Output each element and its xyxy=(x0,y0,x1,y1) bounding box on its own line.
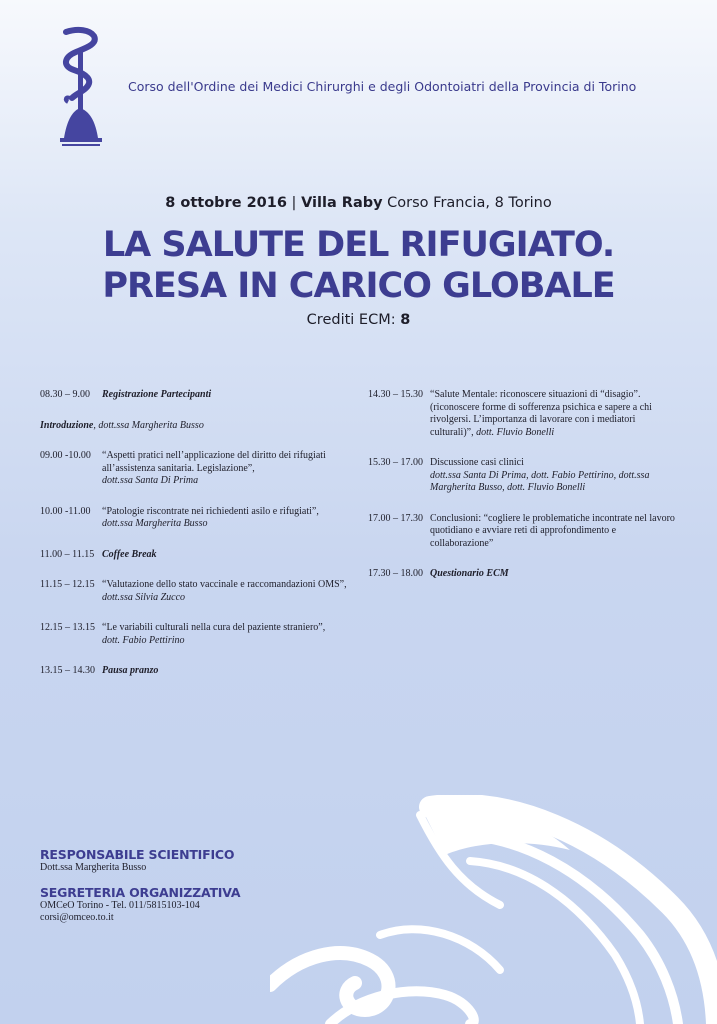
program-item xyxy=(40,622,350,647)
program-item xyxy=(40,420,350,433)
program-time: 11.00 – 11.15 xyxy=(40,548,95,560)
event-venue: Villa Raby xyxy=(301,195,383,211)
program-item xyxy=(368,568,678,581)
date-separator: | xyxy=(286,195,302,211)
program-item xyxy=(40,506,350,531)
program-item xyxy=(368,389,678,439)
resp-title: RESPONSABILE SCIENTIFICO xyxy=(40,847,235,862)
program-text: Coffee Break xyxy=(102,548,157,560)
program-item xyxy=(40,579,350,604)
program-time: 11.15 – 12.15 xyxy=(40,579,95,590)
program-time: 12.15 – 13.15 xyxy=(40,622,95,633)
program-time: 10.00 -11.00 xyxy=(40,505,91,517)
program-time: 09.00 -10.00 xyxy=(40,450,91,461)
program-time: 17.00 – 17.30 xyxy=(368,512,423,524)
program-text: Discussione casi clinici xyxy=(430,457,524,468)
program-speaker: dott.ssa Santa Di Prima, dott. Fabio Pettirino, dott.ssa Margherita Busso, dott. Fluvio Bonelli xyxy=(430,469,650,493)
title-line-2: PRESA IN CARICO GLOBALE xyxy=(102,266,615,306)
program-text: Questionario ECM xyxy=(430,568,509,579)
program-item xyxy=(40,389,350,402)
resp-name: Dott.ssa Margherita Busso xyxy=(40,862,147,873)
scientific-responsible xyxy=(40,847,234,874)
seg-email[interactable]: corsi@omceo.to.it xyxy=(40,912,114,923)
program-text: Registrazione Partecipanti xyxy=(102,389,212,400)
title-line-1: LA SALUTE DEL RIFUGIATO. xyxy=(102,225,615,265)
program-item xyxy=(368,457,678,495)
program-column-right xyxy=(368,389,678,599)
event-date: 8 ottobre 2016 xyxy=(165,195,287,211)
program-text: Introduzione xyxy=(40,419,94,431)
program-time: 13.15 – 14.30 xyxy=(40,665,95,676)
program-item xyxy=(40,549,350,562)
program-speaker: dott.ssa Santa Di Prima xyxy=(102,475,199,486)
program-text: “Le variabili culturali nella cura del paziente straniero”, xyxy=(102,622,326,633)
program-speaker: , dott.ssa Margherita Busso xyxy=(93,419,204,431)
decorative-swirl-ornament-icon xyxy=(270,795,717,1024)
organizing-secretariat xyxy=(40,885,240,924)
event-date-venue xyxy=(0,195,717,211)
program-time: 14.30 – 15.30 xyxy=(368,389,423,400)
program-speaker: dott. Fabio Pettirino xyxy=(102,634,185,646)
program-text: Pausa pranzo xyxy=(102,665,159,676)
program-column-left xyxy=(40,389,350,696)
event-address: Corso Francia, 8 Torino xyxy=(382,195,552,211)
program-time: 08.30 – 9.00 xyxy=(40,389,90,400)
seg-title: SEGRETERIA ORGANIZZATIVA xyxy=(40,885,241,900)
program-text: “Patologie riscontrate nei richiedenti asilo e rifugiati”, xyxy=(102,505,319,517)
program-text: “Aspetti pratici nell’applicazione del diritto dei rifugiati all’assistenza sanitaria. Legislazione”, xyxy=(102,450,326,474)
ecm-credits xyxy=(0,312,717,328)
program-text: Conclusioni: “cogliere le problematiche incontrate nel lavoro quotidiano e avviare reti di approfondimento e collaborazione” xyxy=(430,512,675,549)
program-speaker: dott.ssa Silvia Zucco xyxy=(102,591,186,603)
organization-heading: Corso dell'Ordine dei Medici Chirurghi e degli Odontoiatri della Provincia di Torino xyxy=(128,79,637,94)
program-item xyxy=(368,513,678,551)
credits-label: Crediti ECM: xyxy=(306,312,401,328)
program-text: “Salute Mentale: riconoscere situazioni di “disagio”. (riconoscere forme di sofferenza psichica e sapere a chi rivolgersi. L’importanza di lavorare con i mediatori culturali)”, xyxy=(430,389,652,438)
program-item xyxy=(40,450,350,488)
program-speaker: dott. Fluvio Bonelli xyxy=(473,426,555,438)
program-speaker: dott.ssa Margherita Busso xyxy=(102,518,208,529)
omceo-caduceus-logo-icon xyxy=(56,26,106,150)
program-text: “Valutazione dello stato vaccinale e raccomandazioni OMS”, xyxy=(102,579,347,590)
credits-value: 8 xyxy=(400,312,411,328)
program-time: 17.30 – 18.00 xyxy=(368,568,423,579)
program-item xyxy=(40,665,350,678)
event-title xyxy=(0,225,717,307)
seg-phone: OMCeO Torino - Tel. 011/5815103-104 xyxy=(40,900,200,911)
program-time: 15.30 – 17.00 xyxy=(368,457,423,468)
